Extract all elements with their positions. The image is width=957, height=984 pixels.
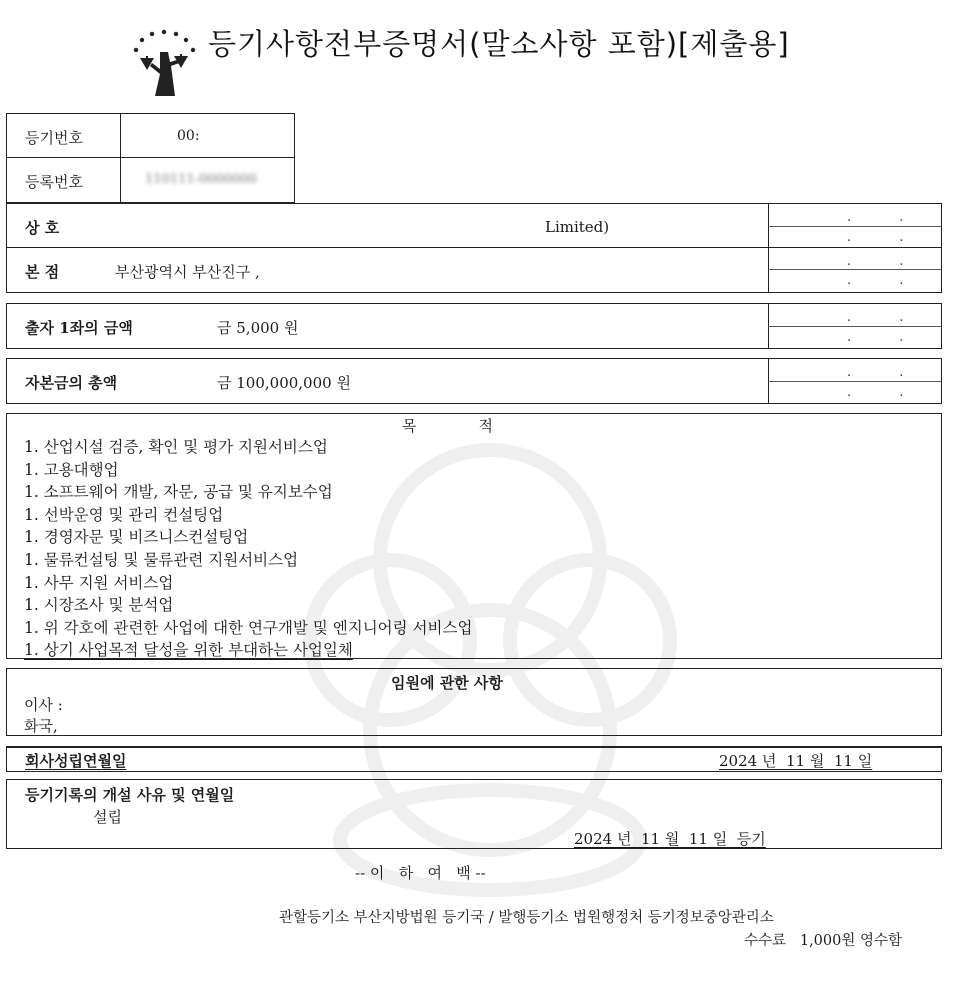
purpose-item: 1. 사무 지원 서비스업: [24, 573, 174, 592]
change-dots: . .: [847, 230, 926, 245]
officer-line: 이사 :: [24, 696, 63, 714]
change-dots: . .: [847, 385, 926, 400]
purpose-item: 1. 경영자문 및 비즈니스컨설팅업: [24, 528, 249, 547]
capital-box: [6, 358, 942, 404]
establishment-box: [6, 746, 942, 772]
purpose-list: [24, 436, 472, 662]
issuing-office: 관할등기소 부산지방법원 등기국 / 발행등기소 법원행정처 등기정보중앙관리소: [279, 910, 774, 926]
officer-line: 화국,: [24, 717, 58, 735]
change-dots: . .: [847, 210, 926, 225]
purpose-item: 1. 소프트웨어 개발, 자문, 공급 및 유지보수업: [24, 483, 333, 502]
change-dots: . .: [847, 273, 926, 288]
company-name-value: Limited): [545, 218, 610, 236]
change-dots: . .: [847, 254, 926, 269]
purpose-heading: 목 적: [402, 417, 493, 435]
officers-box: [6, 668, 942, 736]
change-dots: . .: [847, 310, 926, 325]
change-dots: . .: [847, 365, 926, 380]
registration-id-value: 110111-0000000: [145, 172, 257, 187]
purpose-item: 1. 고용대행업: [24, 460, 119, 479]
capital-label: 자본금의 총액: [25, 374, 118, 392]
document-title: 등기사항전부증명서(말소사항 포함)[제출용]: [208, 27, 790, 61]
change-dots: . .: [847, 330, 926, 345]
purpose-item: 1. 물류컨설팅 및 물류관련 지원서비스업: [24, 550, 299, 569]
head-office-value: 부산광역시 부산진구 ,: [115, 263, 260, 281]
officers-heading: 임원에 관한 사항: [391, 674, 503, 692]
share-amount-value: 금 5,000 원: [217, 319, 299, 337]
record-label: 등기기록의 개설 사유 및 연월일: [25, 786, 235, 804]
purpose-box: [6, 413, 942, 659]
purpose-item: 1. 상기 사업목적 달성을 위한 부대하는 사업일체: [24, 641, 353, 660]
court-justice-emblem-icon: [130, 28, 202, 98]
purpose-item: 1. 선박운영 및 관리 컨설팅업: [24, 505, 224, 524]
record-date: 2024 년 11 월 11 일 등기: [574, 830, 766, 848]
registration-id-label: 등록번호: [25, 173, 83, 191]
purpose-item: 1. 산업시설 검증, 확인 및 평가 지원서비스업: [24, 438, 328, 456]
end-of-document-mark: -- 이 하 여 백 --: [355, 864, 486, 882]
purpose-item: 1. 위 각호에 관련한 사업에 대한 연구개발 및 엔지니어링 서비스업: [24, 618, 473, 637]
registration-number-label: 등기번호: [25, 129, 83, 147]
record-reason: 설립: [93, 808, 122, 826]
purpose-item: 1. 시장조사 및 분석업: [24, 596, 174, 615]
share-amount-label: 출자 1좌의 금액: [25, 319, 133, 337]
fee-receipt: 수수료 1,000원 영수함: [744, 933, 902, 949]
establishment-date: 2024 년 11 월 11 일: [719, 752, 873, 770]
establishment-label: 회사성립연월일: [25, 752, 127, 770]
capital-value: 금 100,000,000 원: [217, 374, 351, 392]
registration-box: [6, 113, 295, 203]
company-name-label: 상 호: [25, 219, 60, 237]
company-info-box: [6, 203, 942, 293]
head-office-label: 본 점: [25, 263, 60, 281]
record-box: [6, 779, 942, 849]
registration-number-value: 00:: [177, 128, 200, 144]
share-amount-box: [6, 303, 942, 349]
